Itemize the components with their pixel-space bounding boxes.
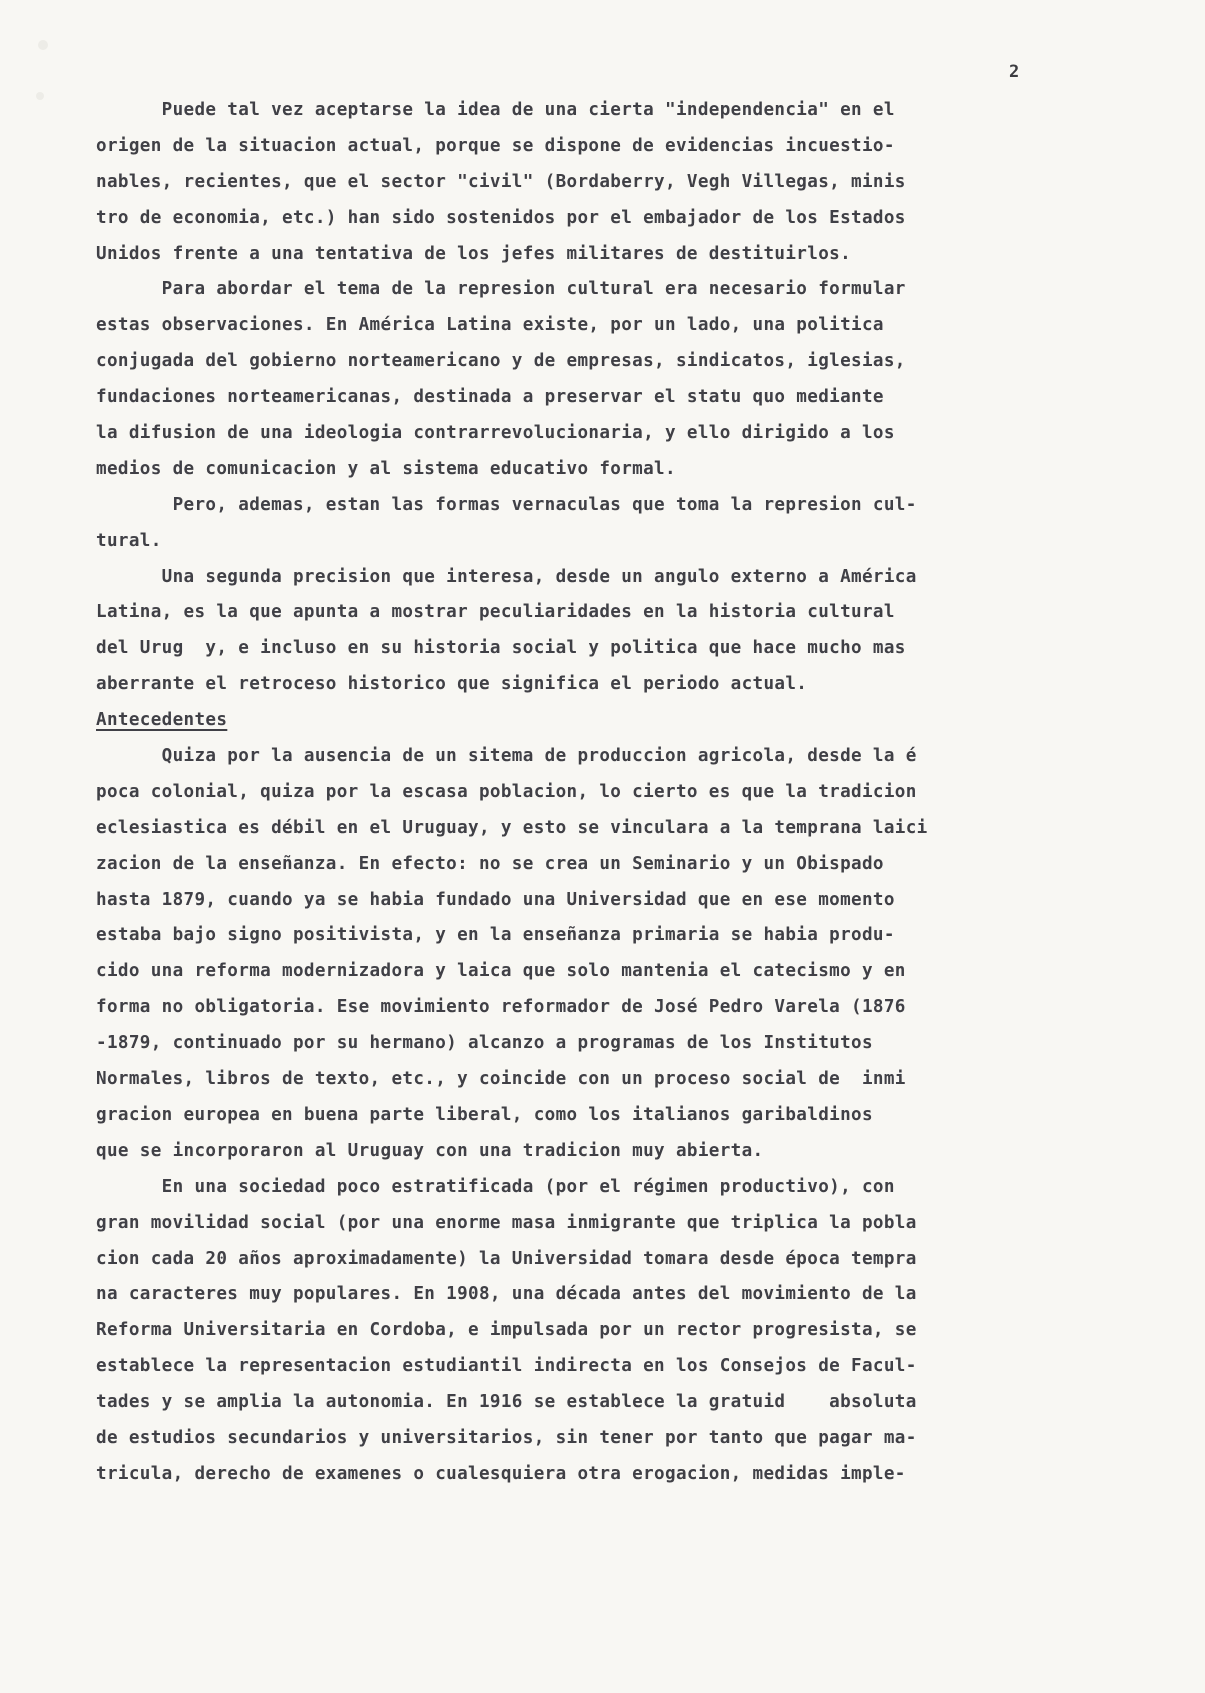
text-line: gran movilidad social (por una enorme masa inmigrante que triplica la pobla <box>96 1212 917 1233</box>
page-number: 2 <box>1009 62 1020 82</box>
text-line: Una segunda precision que interesa, desde un angulo externo a América <box>96 566 917 587</box>
text-line: Reforma Universitaria en Cordoba, e impulsada por un rector progresista, se <box>96 1320 917 1341</box>
text-line: Unidos frente a una tentativa de los jefes militares de destituirlos. <box>96 243 852 264</box>
text-line: de estudios secundarios y universitarios, sin tener por tanto que pagar ma- <box>96 1427 917 1448</box>
text-line: poca colonial, quiza por la escasa poblacion, lo cierto es que la tradicion <box>96 781 917 802</box>
text-line: origen de la situacion actual, porque se dispone de evidencias incuestio- <box>96 135 895 156</box>
text-line: Para abordar el tema de la represion cultural era necesario formular <box>96 279 906 300</box>
text-line: nables, recientes, que el sector "civil" (Bordaberry, Vegh Villegas, minis <box>96 171 906 192</box>
text-line: medios de comunicacion y al sistema educativo formal. <box>96 458 676 479</box>
text-line: estaba bajo signo positivista, y en la enseñanza primaria se habia produ- <box>96 925 895 946</box>
text-line: Puede tal vez aceptarse la idea de una cierta "independencia" en el <box>96 100 895 120</box>
text-line: estas observaciones. En América Latina existe, por un lado, una politica <box>96 315 884 336</box>
text-line: tricula, derecho de examenes o cualesquiera otra erogacion, medidas imple- <box>96 1463 906 1484</box>
text-line: cido una reforma modernizadora y laica que solo mantenia el catecismo y en <box>96 961 906 982</box>
text-line: tro de economia, etc.) han sido sostenidos por el embajador de los Estados <box>96 207 906 228</box>
text-line: forma no obligatoria. Ese movimiento reformador de José Pedro Varela (1876 <box>96 997 906 1018</box>
text-line: hasta 1879, cuando ya se habia fundado una Universidad que en ese momento <box>96 889 895 910</box>
text-line: que se incorporaron al Uruguay con una tradicion muy abierta. <box>96 1140 764 1161</box>
text-line: del Urug y, e incluso en su historia social y politica que hace mucho mas <box>96 638 906 659</box>
paragraph <box>96 1170 1096 1493</box>
paragraph <box>96 739 1096 1170</box>
text-line: establece la representacion estudiantil indirecta en los Consejos de Facul- <box>96 1356 917 1377</box>
text-line: -1879, continuado por su hermano) alcanzo a programas de los Institutos <box>96 1033 873 1054</box>
text-line: tural. <box>96 530 162 551</box>
paragraph <box>96 488 1096 560</box>
text-line: eclesiastica es débil en el Uruguay, y esto se vinculara a la temprana laici <box>96 817 928 838</box>
paragraph <box>96 560 1096 704</box>
text-line: la difusion de una ideologia contrarrevolucionaria, y ello dirigido a los <box>96 423 895 444</box>
text-line: gracion europea en buena parte liberal, como los italianos garibaldinos <box>96 1104 873 1125</box>
text-line: zacion de la enseñanza. En efecto: no se crea un Seminario y un Obispado <box>96 853 884 874</box>
section-heading <box>96 703 1096 739</box>
text-line: fundaciones norteamericanas, destinada a preservar el statu quo mediante <box>96 387 884 408</box>
text-line: aberrante el retroceso historico que significa el periodo actual. <box>96 674 808 695</box>
paragraph <box>96 93 1096 272</box>
text-line: Pero, ademas, estan las formas vernaculas que toma la represion cul- <box>96 494 917 515</box>
paper-stain <box>36 92 44 100</box>
section-heading-text: Antecedentes <box>96 710 228 731</box>
paper-stain <box>38 40 48 50</box>
text-line: Normales, libros de texto, etc., y coincide con un proceso social de inmi <box>96 1069 906 1090</box>
text-line: conjugada del gobierno norteamericano y de empresas, sindicatos, iglesias, <box>96 351 906 372</box>
text-line: cion cada 20 años aproximadamente) la Universidad tomara desde época tempra <box>96 1248 917 1269</box>
text-line: Quiza por la ausencia de un sitema de produccion agricola, desde la é <box>96 746 917 767</box>
text-line: Latina, es la que apunta a mostrar peculiaridades en la historia cultural <box>96 602 895 623</box>
document-body <box>96 93 1096 1493</box>
text-line: tades y se amplia la autonomia. En 1916 se establece la gratuid absoluta <box>96 1392 917 1413</box>
text-line: na caracteres muy populares. En 1908, una década antes del movimiento de la <box>96 1284 917 1305</box>
paragraph <box>96 272 1096 487</box>
text-line: En una sociedad poco estratificada (por el régimen productivo), con <box>96 1176 895 1197</box>
